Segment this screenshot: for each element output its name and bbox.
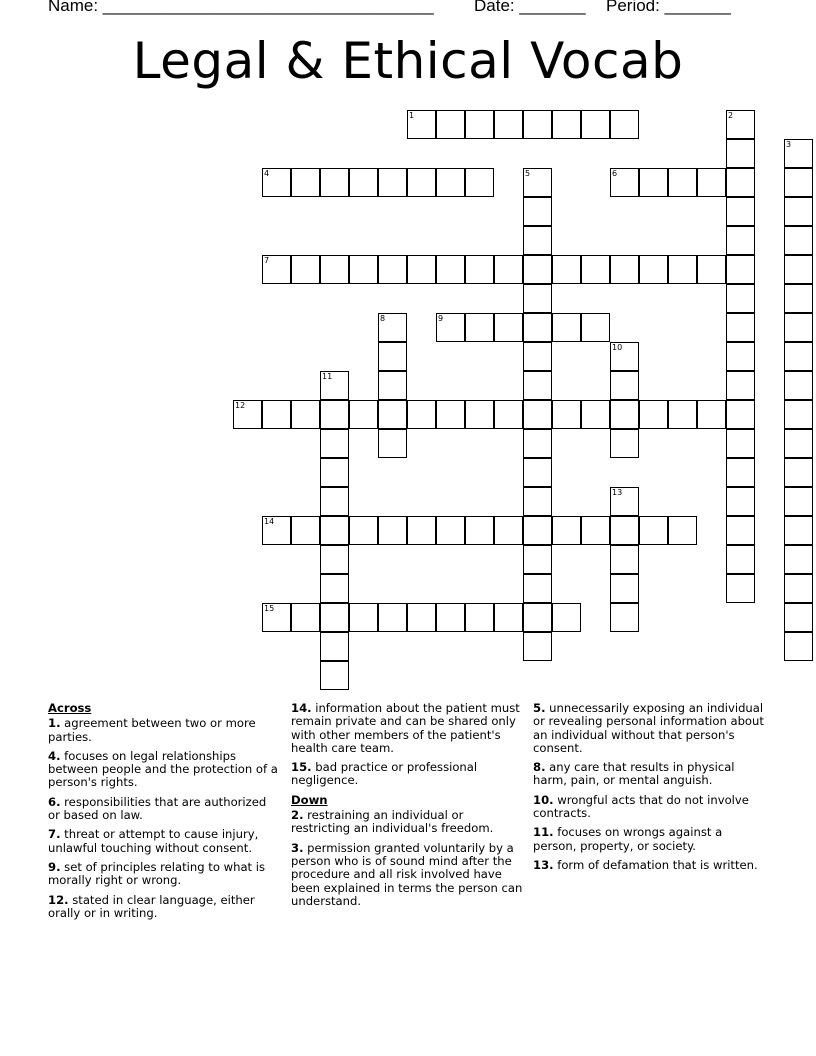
grid-cell[interactable] [378,429,407,458]
clue-text: information about the patient must remain private and can be shared only with other members of the patient's health care team. [291,701,520,755]
grid-cell[interactable] [697,168,726,197]
clue-text: unnecessarily exposing an individual or revealing personal information about an individual without that person's consent. [533,701,764,755]
grid-cell[interactable] [610,110,639,139]
grid-cell[interactable] [726,371,755,400]
clue-number: 14 [264,517,275,526]
clue-number-label: 2. [291,808,304,823]
grid-cell[interactable] [726,574,755,603]
grid-cell[interactable] [494,313,523,342]
clue-number: 12 [235,401,246,410]
clue-item [291,842,523,908]
grid-cell[interactable] [378,313,407,342]
clue-number: 9 [438,314,444,323]
grid-cell[interactable] [407,110,436,139]
grid-cell[interactable] [784,632,813,661]
grid-cell[interactable] [552,603,581,632]
grid-cell[interactable] [436,516,465,545]
grid-cell[interactable] [610,603,639,632]
clue-number: 4 [264,169,270,178]
grid-cell[interactable] [610,429,639,458]
clue-number-label: 6. [48,794,61,809]
clue-text: agreement between two or more parties. [48,716,256,744]
grid-cell[interactable] [523,429,552,458]
clue-item [533,702,765,755]
grid-cell[interactable] [291,255,320,284]
grid-cell[interactable] [784,139,813,168]
clues-column-2 [291,702,523,914]
grid-cell[interactable] [378,371,407,400]
grid-cell[interactable] [349,255,378,284]
clue-item [533,859,765,872]
grid-cell[interactable] [378,516,407,545]
grid-cell[interactable] [320,458,349,487]
clue-number: 13 [612,488,623,497]
clue-number: 7 [264,256,270,265]
grid-cell[interactable] [552,313,581,342]
clue-number: 3 [786,140,792,149]
grid-cell[interactable] [610,400,639,429]
grid-cell[interactable] [523,110,552,139]
grid-cell[interactable] [581,313,610,342]
grid-cell[interactable] [436,313,465,342]
clue-number-label: 10. [533,792,554,807]
grid-cell[interactable] [523,516,552,545]
grid-cell[interactable] [262,603,291,632]
grid-cell[interactable] [552,110,581,139]
grid-cell[interactable] [784,168,813,197]
grid-cell[interactable] [320,168,349,197]
grid-cell[interactable] [407,400,436,429]
grid-cell[interactable] [320,632,349,661]
grid-cell[interactable] [233,400,262,429]
clue-number-label: 15. [291,760,312,775]
grid-cell[interactable] [639,516,668,545]
grid-cell[interactable] [726,226,755,255]
clue-number-label: 12. [48,892,69,907]
clue-text: threat or attempt to cause injury, unlawful touching without consent. [48,827,259,855]
clue-text: set of principles relating to what is morally right or wrong. [48,859,266,888]
grid-cell[interactable] [320,429,349,458]
clue-text: focuses on wrongs against a person, property, or society. [533,825,723,853]
grid-cell[interactable] [320,661,349,690]
grid-cell[interactable] [262,168,291,197]
grid-cell[interactable] [668,400,697,429]
clue-number: 5 [525,169,531,178]
clue-item [48,894,280,921]
grid-cell[interactable] [610,168,639,197]
grid-cell[interactable] [552,400,581,429]
clue-number: 11 [322,372,333,381]
clue-text: any care that results in physical harm, pain, or mental anguish. [533,760,735,788]
grid-cell[interactable] [349,168,378,197]
clue-item [48,750,280,790]
clue-number: 8 [380,314,386,323]
grid-cell[interactable] [610,371,639,400]
grid-cell[interactable] [523,487,552,516]
grid-cell[interactable] [494,255,523,284]
grid-cell[interactable] [784,342,813,371]
clue-number: 2 [728,111,734,120]
grid-cell[interactable] [552,516,581,545]
grid-cell[interactable] [726,255,755,284]
clue-number-label: 5. [533,701,546,715]
clue-number: 10 [612,343,623,352]
grid-cell[interactable] [581,110,610,139]
clue-text: form of defamation that is written. [557,857,758,872]
grid-cell[interactable] [523,371,552,400]
grid-cell[interactable] [291,516,320,545]
grid-cell[interactable] [378,400,407,429]
grid-cell[interactable] [523,458,552,487]
page-title: Legal & Ethical Vocab [132,32,684,90]
grid-cell[interactable] [784,197,813,226]
grid-cell[interactable] [784,458,813,487]
grid-cell[interactable] [523,400,552,429]
clue-number-label: 14. [291,701,312,715]
grid-cell[interactable] [610,487,639,516]
clue-number-label: 11. [533,825,554,840]
clue-text: stated in clear language, either orally or in writing. [48,892,255,920]
grid-cell[interactable] [610,255,639,284]
grid-cell[interactable] [784,371,813,400]
grid-cell[interactable] [465,255,494,284]
grid-cell[interactable] [784,284,813,313]
grid-cell[interactable] [262,516,291,545]
grid-cell[interactable] [494,400,523,429]
grid-cell[interactable] [639,400,668,429]
grid-cell[interactable] [320,255,349,284]
down-heading: Down [291,792,328,807]
grid-cell[interactable] [668,168,697,197]
grid-cell[interactable] [436,110,465,139]
grid-cell[interactable] [726,429,755,458]
grid-cell[interactable] [378,603,407,632]
grid-cell[interactable] [523,632,552,661]
clue-item [48,717,280,744]
clue-text: responsibilities that are authorized or based on law. [48,794,267,823]
grid-cell[interactable] [465,168,494,197]
grid-cell[interactable] [407,255,436,284]
grid-cell[interactable] [668,255,697,284]
grid-cell[interactable] [581,255,610,284]
clue-item [533,826,765,853]
grid-cell[interactable] [523,574,552,603]
grid-cell[interactable] [291,603,320,632]
clue-number-label: 8. [533,760,546,775]
grid-cell[interactable] [523,197,552,226]
clue-number: 1 [409,111,415,120]
grid-cell[interactable] [726,110,755,139]
grid-cell[interactable] [523,284,552,313]
grid-cell[interactable] [465,400,494,429]
grid-cell[interactable] [697,400,726,429]
grid-cell[interactable] [320,545,349,574]
grid-cell[interactable] [349,400,378,429]
grid-cell[interactable] [465,516,494,545]
clue-item [291,761,523,788]
grid-cell[interactable] [465,313,494,342]
grid-cell[interactable] [610,516,639,545]
grid-cell[interactable] [552,255,581,284]
clue-item [533,761,765,788]
grid-cell[interactable] [523,255,552,284]
grid-cell[interactable] [784,516,813,545]
clue-number: 6 [612,169,618,178]
date-field-label: Date: _______ [474,0,586,15]
grid-cell[interactable] [523,342,552,371]
grid-cell[interactable] [378,342,407,371]
grid-cell[interactable] [436,400,465,429]
grid-cell[interactable] [320,574,349,603]
grid-cell[interactable] [320,371,349,400]
grid-cell[interactable] [523,168,552,197]
grid-cell[interactable] [784,603,813,632]
across-heading: Across [48,701,92,715]
grid-cell[interactable] [668,516,697,545]
grid-cell[interactable] [610,574,639,603]
grid-cell[interactable] [407,168,436,197]
clues-column-3 [533,702,765,878]
grid-cell[interactable] [784,400,813,429]
grid-cell[interactable] [726,139,755,168]
clue-item [291,702,523,755]
grid-cell[interactable] [639,168,668,197]
clue-number: 15 [264,604,275,613]
grid-cell[interactable] [465,603,494,632]
grid-cell[interactable] [581,516,610,545]
grid-cell[interactable] [581,400,610,429]
clue-number-label: 9. [48,859,61,874]
grid-cell[interactable] [494,603,523,632]
grid-cell[interactable] [726,545,755,574]
clue-text: focuses on legal relationships between people and the protection of a person's rights. [48,748,278,790]
grid-cell[interactable] [262,400,291,429]
grid-cell[interactable] [436,255,465,284]
grid-cell[interactable] [523,226,552,255]
grid-cell[interactable] [378,255,407,284]
clue-item [533,794,765,821]
clue-text: permission granted voluntarily by a person who is of sound mind after the procedure and all risk involved have been explained in terms the person can understand. [291,840,523,908]
clue-item [48,861,280,888]
grid-cell[interactable] [320,516,349,545]
grid-cell[interactable] [494,516,523,545]
period-field-label: Period: _______ [606,0,731,15]
grid-cell[interactable] [349,603,378,632]
grid-cell[interactable] [349,516,378,545]
grid-cell[interactable] [523,545,552,574]
clue-number-label: 1. [48,716,61,731]
grid-cell[interactable] [436,168,465,197]
grid-cell[interactable] [407,603,436,632]
grid-cell[interactable] [726,197,755,226]
grid-cell[interactable] [784,545,813,574]
grid-cell[interactable] [610,342,639,371]
grid-cell[interactable] [436,603,465,632]
grid-cell[interactable] [465,110,494,139]
grid-cell[interactable] [262,255,291,284]
grid-cell[interactable] [726,458,755,487]
grid-cell[interactable] [610,545,639,574]
grid-cell[interactable] [726,313,755,342]
grid-cell[interactable] [639,255,668,284]
grid-cell[interactable] [726,487,755,516]
clue-text: wrongful acts that do not involve contracts. [533,792,749,821]
clue-text: restraining an individual or restricting an individual's freedom. [291,808,494,836]
clue-number-label: 4. [48,748,61,763]
grid-cell[interactable] [523,313,552,342]
grid-cell[interactable] [784,313,813,342]
grid-cell[interactable] [378,168,407,197]
grid-cell[interactable] [726,342,755,371]
grid-cell[interactable] [726,400,755,429]
grid-cell[interactable] [784,226,813,255]
grid-cell[interactable] [320,487,349,516]
clue-item [48,828,280,855]
grid-cell[interactable] [726,516,755,545]
grid-cell[interactable] [784,429,813,458]
clue-item [48,796,280,823]
grid-cell[interactable] [320,400,349,429]
clue-number-label: 7. [48,827,61,842]
grid-cell[interactable] [407,516,436,545]
grid-cell[interactable] [726,284,755,313]
grid-cell[interactable] [523,603,552,632]
grid-cell[interactable] [784,574,813,603]
grid-cell[interactable] [697,255,726,284]
grid-cell[interactable] [784,255,813,284]
clue-item [291,809,523,836]
clue-number-label: 13. [533,857,554,872]
grid-cell[interactable] [784,487,813,516]
grid-cell[interactable] [320,603,349,632]
grid-cell[interactable] [291,400,320,429]
name-field-label: Name: ___________________________________ [48,0,434,15]
grid-cell[interactable] [494,110,523,139]
clue-text: bad practice or professional negligence. [291,760,478,788]
clue-number-label: 3. [291,840,304,855]
grid-cell[interactable] [291,168,320,197]
grid-cell[interactable] [726,168,755,197]
clues-column-1 [48,702,280,926]
